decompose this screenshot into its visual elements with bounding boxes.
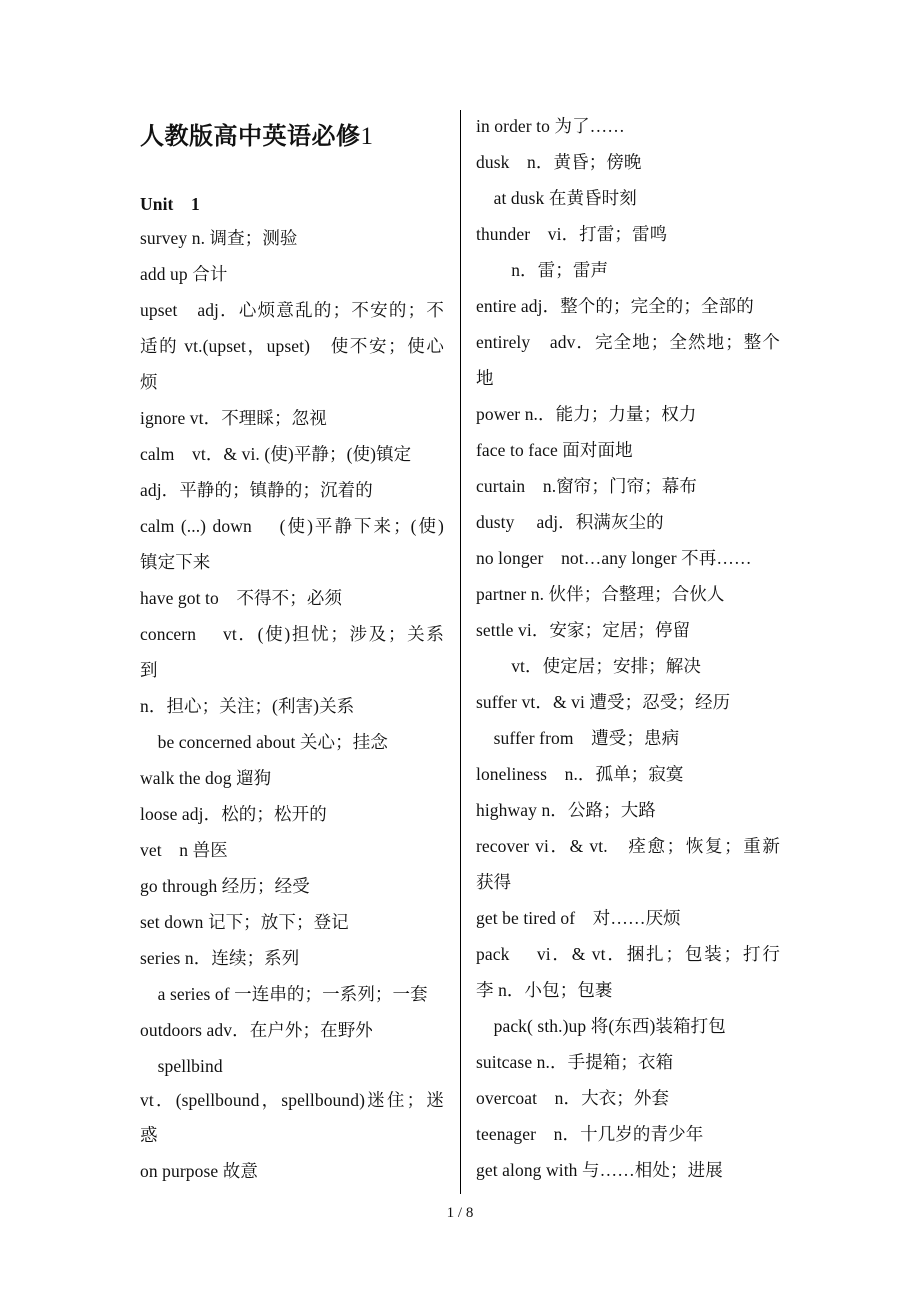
vocab-line: 惑 bbox=[140, 1125, 158, 1145]
vocab-line: thunder vi．打雷；雷鸣 bbox=[476, 224, 668, 244]
vocab-line: get be tired of 对……厌烦 bbox=[476, 908, 681, 928]
page-separator: / bbox=[454, 1205, 466, 1221]
vocab-line: add up 合计 bbox=[140, 264, 228, 284]
vocab-line: entirely adv．完全地；全然地；整个 bbox=[476, 332, 780, 352]
vocab-line: survey n. 调查；测验 bbox=[140, 228, 298, 248]
vocab-line: at dusk 在黄昏时刻 bbox=[476, 188, 637, 208]
vocab-line: suitcase n.．手提箱；衣箱 bbox=[476, 1052, 674, 1072]
vocab-line: n．雷；雷声 bbox=[476, 260, 609, 280]
page-title bbox=[140, 116, 374, 151]
vocab-line: 李 n．小包；包裹 bbox=[476, 980, 613, 1000]
vocab-line: calm (...) down (使)平静下来；(使) bbox=[140, 516, 444, 536]
vocab-line: loneliness n.．孤单；寂寞 bbox=[476, 764, 684, 784]
vocab-line: partner n. 伙伴；合整理；合伙人 bbox=[476, 584, 725, 604]
title-text: 人教版高中英语必修 bbox=[140, 122, 361, 150]
vocab-line: on purpose 故意 bbox=[140, 1161, 258, 1181]
vocab-line: 获得 bbox=[476, 872, 512, 892]
vocab-line: have got to 不得不；必须 bbox=[140, 588, 343, 608]
vocab-line: 到 bbox=[140, 660, 158, 680]
vocab-line: dusty adj．积满灰尘的 bbox=[476, 512, 664, 532]
vocab-line: n．担心；关注；(利害)关系 bbox=[140, 696, 355, 716]
vocab-line: 适的 vt.(upset，upset) 使不安；使心 bbox=[140, 336, 444, 356]
vocab-line: upset adj．心烦意乱的；不安的；不 bbox=[140, 300, 444, 320]
vocab-line: settle vi．安家；定居；停留 bbox=[476, 620, 691, 640]
vocab-line: a series of 一连串的；一系列；一套 bbox=[140, 984, 428, 1004]
vocab-line: power n.．能力；力量；权力 bbox=[476, 404, 697, 424]
vocab-line: overcoat n．大衣；外套 bbox=[476, 1088, 670, 1108]
vocab-line: go through 经历；经受 bbox=[140, 876, 310, 896]
vocab-line: 烦 bbox=[140, 372, 158, 392]
vocab-line: vet n 兽医 bbox=[140, 840, 228, 860]
vocab-line: entire adj．整个的；完全的；全部的 bbox=[476, 296, 754, 316]
vocab-line: loose adj．松的；松开的 bbox=[140, 804, 327, 824]
vocab-line: vt．(spellbound，spellbound)迷住；迷 bbox=[140, 1090, 444, 1110]
vocab-line: outdoors adv．在户外；在野外 bbox=[140, 1020, 373, 1040]
page-number bbox=[0, 1205, 920, 1222]
vocab-line: face to face 面对面地 bbox=[476, 440, 633, 460]
vocab-line: be concerned about 关心；挂念 bbox=[140, 732, 388, 752]
vocab-line: teenager n．十几岁的青少年 bbox=[476, 1124, 704, 1144]
vocab-line: concern vt．(使)担忧；涉及；关系 bbox=[140, 624, 444, 644]
vocab-line: calm vt．& vi. (使)平静；(使)镇定 bbox=[140, 444, 412, 464]
vocab-line: suffer vt．& vi 遭受；忍受；经历 bbox=[476, 692, 731, 712]
vocab-line: series n．连续；系列 bbox=[140, 948, 300, 968]
unit-heading: Unit 1 bbox=[140, 194, 200, 214]
vocab-line: 地 bbox=[476, 368, 494, 388]
vocab-line: walk the dog 遛狗 bbox=[140, 768, 272, 788]
page-current: 1 bbox=[446, 1205, 455, 1221]
vocab-line: ignore vt．不理睬；忽视 bbox=[140, 408, 327, 428]
vocab-line: set down 记下；放下；登记 bbox=[140, 912, 349, 932]
vocab-line: adj．平静的；镇静的；沉着的 bbox=[140, 480, 373, 500]
vocab-line: dusk n．黄昏；傍晚 bbox=[476, 152, 642, 172]
vocab-line: vt．使定居；安排；解决 bbox=[476, 656, 702, 676]
page-total: 8 bbox=[465, 1205, 474, 1221]
column-divider bbox=[460, 110, 461, 1194]
vocab-line: in order to 为了…… bbox=[476, 116, 625, 136]
vocab-line: no longer not…any longer 不再…… bbox=[476, 548, 752, 568]
vocab-line: highway n．公路；大路 bbox=[476, 800, 656, 820]
vocab-line: recover vi．& vt. 痊愈；恢复；重新 bbox=[476, 836, 780, 856]
vocab-line: pack( sth.)up 将(东西)装箱打包 bbox=[476, 1016, 726, 1036]
vocab-line: suffer from 遭受；患病 bbox=[476, 728, 680, 748]
vocab-line: curtain n.窗帘；门帘；幕布 bbox=[476, 476, 698, 496]
vocab-line: pack vi．& vt．捆扎；包装；打行 bbox=[476, 944, 780, 964]
title-number: 1 bbox=[360, 123, 374, 150]
vocab-line: spellbind bbox=[140, 1056, 223, 1076]
vocab-line: 镇定下来 bbox=[140, 552, 211, 572]
vocab-line: get along with 与……相处；进展 bbox=[476, 1160, 723, 1180]
